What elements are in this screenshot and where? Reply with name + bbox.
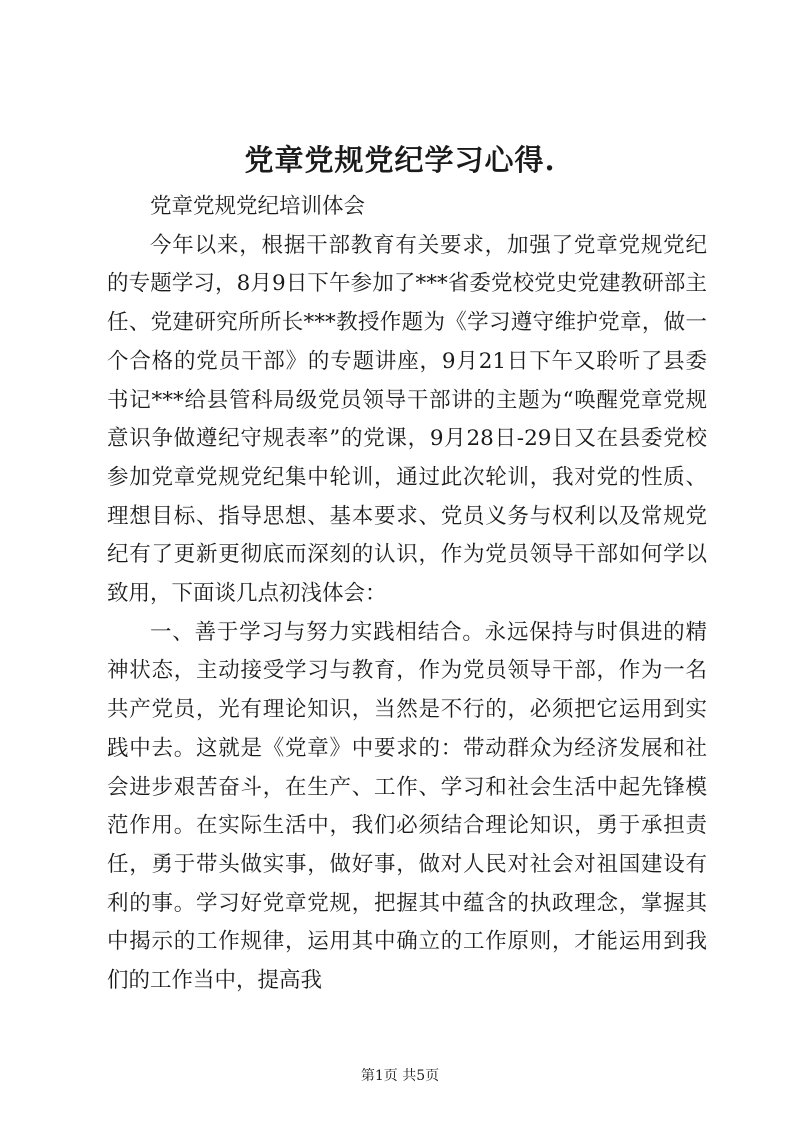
body-paragraph-point-one: 一、善于学习与努力实践相结合。永远保持与时俱进的精神状态，主动接受学习与教育，作为党员领导干部，作为一名共产党员，光有理论知识，当然是不行的，必须把它运用到实践中去。这就是《党章》中要求的：带动群众为经济发展和社会进步艰苦奋斗，在生产、工作、学习和社会生活中起先锋模范作用。在实际生活中，我们必须结合理论知识，勇于承担责任，勇于带头做实事，做好事，做对人民对社会对祖国建设有利的事。学习好党章党规，把握其中蕴含的执政理念，掌握其中揭示的工作规律，运用其中确立的工作原则，才能运用到我们的工作当中，提高我 [107, 619, 707, 994]
subtitle-paragraph: 党章党规党纪培训体会 [150, 194, 366, 219]
document-body [107, 188, 707, 1001]
body-paragraph-intro: 今年以来，根据干部教育有关要求，加强了党章党规党纪的专题学习，8月9日下午参加了***省委党校党史党建教研部主任、党建研究所所长***教授作题为《学习遵守维护党章，做一个合格的党员干部》的专题讲座，9月21日下午又聆听了县委书记***给县管科局级党员领导干部讲的主题为“唤醒党章党规意识争做遵纪守规表率”的党课，9月28日-29日又在县委党校参加党章党规党纪集中轮训，通过此次轮训，我对党的性质、理想目标、指导思想、基本要求、党员义务与权利以及常规党纪有了更新更彻底而深刻的认识，作为党员领导干部如何学以致用，下面谈几点初浅体会： [107, 232, 707, 607]
page-footer: 第1页 共5页 [360, 1068, 440, 1084]
document-title: 党章党规党纪学习心得. [244, 143, 556, 177]
